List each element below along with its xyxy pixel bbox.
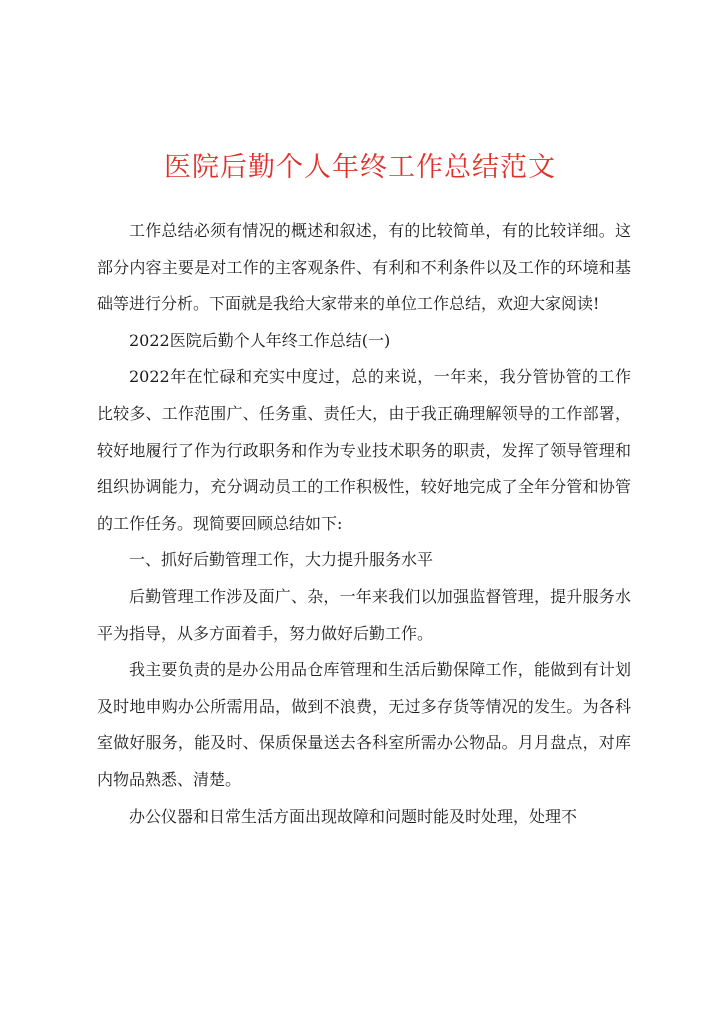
paragraph: 后勤管理工作涉及面广、杂，一年来我们以加强监督管理，提升服务水平为指导，从多方面着手，努力做好后勤工作。 xyxy=(97,586,631,643)
paragraph-intro: 工作总结必须有情况的概述和叙述，有的比较简单，有的比较详细。这部分内容主要是对工作的主客观条件、有利和不利条件以及工作的环境和基础等进行分析。下面就是我给大家带来的单位工作总结，欢迎大家阅读! xyxy=(97,221,631,314)
document-body xyxy=(97,213,631,835)
subsection-heading: 一、抓好后勤管理工作，大力提升服务水平 xyxy=(129,550,434,570)
paragraph: 办公仪器和日常生活方面出现故障和问题时能及时处理，处理不 xyxy=(129,806,578,826)
paragraph: 我主要负责的是办公用品仓库管理和生活后勤保障工作，能做到有计划及时地申购办公所需用品，做到不浪费，无过多存货等情况的发生。为各科室做好服务，能及时、保质保量送去各科室所需办公物品。月月盘点，对库内物品熟悉、清楚。 xyxy=(97,660,631,789)
document-title: 医院后勤个人年终工作总结范文 xyxy=(164,152,556,183)
section-heading: 2022医院后勤个人年终工作总结(一) xyxy=(129,330,391,350)
paragraph: 2022年在忙碌和充实中度过，总的来说，一年来，我分管协管的工作比较多、工作范围广、任务重、责任大，由于我正确理解领导的工作部署，较好地履行了作为行政职务和作为专业技术职务的职责，发挥了领导管理和组织协调能力，充分调动员工的工作积极性，较好地完成了全年分管和协管的工作任务。现简要回顾总结如下: xyxy=(97,367,631,533)
